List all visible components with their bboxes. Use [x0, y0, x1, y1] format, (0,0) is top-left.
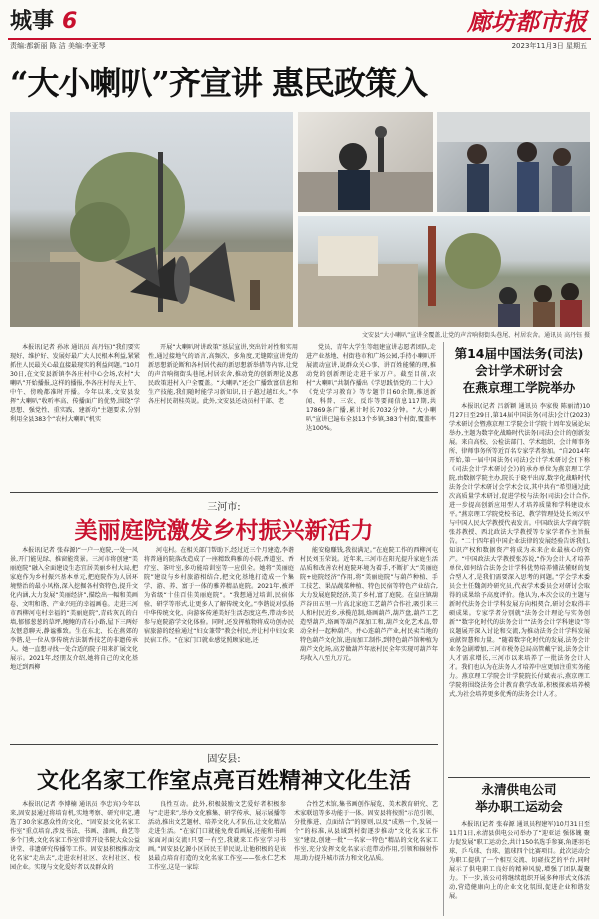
broadcast-photo-art	[298, 112, 433, 212]
date-line: 2023年11月3日 星期五	[511, 42, 587, 50]
editor-line: 责编:都新丽 陈 洁 美编:李亚琴	[10, 42, 106, 50]
main-photo-loudspeakers	[10, 112, 293, 327]
sidebar-divider-2	[448, 777, 590, 778]
sidebar2-title-line-2: 举办职工运动会	[475, 799, 563, 814]
story2-column-3	[300, 546, 438, 741]
team-photo-art	[437, 112, 590, 212]
main-story-text-1: 本报讯(记者 孙冰 通讯员 高丹钰)“我们要实现好、维护好、发展好最广大人民根本利益,紧紧抓住人民最关心最直接最现实的利益问题。”10月30日,在文安县新镇李各庄村中心会场,农村“大喇叭”开始播报,这样的播报,李各庄村每天上午、中午、傍晚都准时开播。今年以来,文安县发挥“大喇叭”收听率高、传播面广的优势,围绕“学思想、强党性、重实践、建新功”主题要求,分别利用全县383个“农村大喇叭”机实	[10, 344, 140, 423]
sidebar2-title-line-1: 永清供电公司	[481, 782, 557, 797]
story2-column-1	[10, 546, 138, 741]
header-divider	[8, 38, 591, 40]
main-headline: “大小喇叭”齐宣讲 惠民政策入	[10, 64, 427, 102]
sidebar1-headline	[448, 345, 590, 396]
main-story-text-3: 党员、青年大学生等组建宣讲志愿者团队,走进产业基地、村街巷市和广场公园,手持小喇叭开展流动宣讲,说群众关心事、讲百姓能懂的理,推动党的创新理论走进千家万户。截至目前,农村“大喇叭”共制作播出《学思践悟党的二十大》《党史学习教育》等专题节目60余期,推送新闻、科普、三农、反诈等要闻信息117期,共17869条广播,累计时长7032分钟。“大小喇叭”宣讲已遍布全县13个乡镇,383个村街,覆盖率达100%。	[306, 344, 436, 432]
main-story-column-1	[10, 343, 140, 489]
sidebar2-body	[449, 820, 590, 916]
main-story-column-2	[148, 343, 298, 489]
story3-column-1	[10, 800, 140, 916]
page-number: 6	[62, 9, 78, 34]
story2-column-2	[144, 546, 294, 741]
story2-text-1: 本报讯(记者 张春源)“一户一庭院,一处一风景,开门能见绿、推窗能赏景。三河市将创建“美丽庭院”融入全面建设生态宜居美丽乡村大局,把家庭作为乡村振兴基本单元,把庭院作为人居环境整治的最小风格,深入挖掘各村资特色,提升文化内涵,大力发展“美丽经济”,描绘出一幅和美画卷、文明和谐、产业兴旺的幸福画卷。走进三河市西柳河屯村幸福的“美丽庭院”,青砖灰瓦的白墙,郁郁葱葱的草坪,鲍鲍的青石小路,屋下三两好友惬意聊天,静谧雅致。生在东北、长在燕郊的李谐,是一位从事传统古法制香技艺的非遗传承人。她一直想寻找一处合适的院子用来扩展文化展示。2021年,经朋友介绍,她将自己的文化基地迁到西柳	[10, 547, 138, 671]
sidebar1-text: 本报讯(记者 吕新颖 通讯员 李家俊 陈丽清)10月27日至29日,第14届中国法务(司法)会计(2023)学术研讨会暨燕京理工学院会计学院十周年发展论坛举办,主题为数字化战略时代法务(司法)会计的创新发展。来自高校、公检法部门、学术组织、会计师事务所、律师事务所等近百名专家学者参加。“自2014年开始,第一届中国法务(司法)会计学术研讨会(下称《司法会计学术研讨会》)的承办单位为燕京理工学院,由数据学院主办,院长于晓平出席,数字化战略时代法务会计学术研讨会学术会议,其中共有“希望通过此次高质量学术研讨,促进学校与法务(司法)会计合作,进一步提高创新应用型人才培养质量和学科建设水平。”燕京理工学院党校书记、教学管理处处长刘汉平与中国人民大学教授代表发言。中国政法大学商学院张苏教授、西北政法大学教授等专家学者作主旨报告。“二十四年前中国企业法律的发展经验告诉我们,知识产权和数据资产将成为未来企业最核心的资产。“中国政法大学教授张苏说,“作为会计人才培养单位,如何结合法务会计学科优势培养懂法懂财的复合型人才,是我们需要深入思考的问题。”学会学术委员会主任魏剑玲研究员,代表学术委员会对研讨会取得的成果给予高度评价。他认为,本次会议的主题与新时代法务会计学科发展方向相契合,研讨会取得丰硕成果。专家学者分别就“法务会计理论与实务创新”“数字化时代的法务会计”“法务会计学科建设”等议题展开深入讨论和交流,为推动法务会计学科发展贡献智慧和力量。“随着数字化时代的发展,法务会计业务急剧增加,三河市税务总局高管戴宁说,法务会计人才需求增长,三河市以来培养了一批法务会计人才。我们也认为在法务人才培养中应更加注重实务能力。燕京理工学院会计学院院长付斌表示,燕京理工学院将围绕法务会计教育教学改革,积极探索培养模式,为社会培养更多优秀的法务会计人才。	[449, 403, 590, 698]
sidebar1-body	[449, 402, 590, 772]
section-name: 城事	[10, 9, 55, 34]
main-photo-broadcast	[298, 112, 433, 212]
section-divider-2	[10, 744, 438, 745]
section-title	[10, 4, 77, 35]
story3-column-3	[294, 800, 438, 916]
sidebar2-headline	[448, 781, 590, 815]
sidebar1-title-line-3: 在燕京理工学院举办	[462, 380, 576, 395]
main-photo-caption: 文安县“大小喇叭”宣讲全覆盖,让党的声音响彻街头巷尾、村居农舍。通讯员 高丹钰 摄	[362, 332, 590, 339]
story2-kicker: 三河市:	[207, 502, 241, 513]
sidebar1-title-line-1: 第14届中国法务(司法)	[454, 346, 584, 361]
main-photo-village	[298, 216, 590, 327]
sidebar1-title-line-2: 会计学术研讨会	[475, 363, 563, 378]
story2-text-3: 能安稳赚钱,我很满足。”在庭院工作的西柳河屯村民刘玉荣说。近年来,三河市在阳光提升家庭生活品质和改善农村庭院环境为着手,不断扩大“美丽庭院+庭院经济”作用,将“美丽庭院”与葫芦种植、手工技艺、果品蔬菜种植、特色民宿等特色产业结合,大力发展庭院经济,美了乡村,富了庭院。在皇庄镇葫芦谷田五里一片高北家庭工艺葫芦合作社,吸引来三人和村民近乡,承揽范制,烙画葫芦,葫芦盘,葫芦工艺造型葫芦,烙画等葫芦深加工和,葫芦文化艺术品,带动全村一起种葫芦。并心连葫芦产业,村民卖当地的特色葫芦文化馆,进而加工制作,到特色葫芦馆种植为葫芦文化场,高芳做葫芦年底村民全年实现可葫芦年均收入八至九万元。	[300, 547, 438, 662]
story3-headline: 文化名家工作室点亮百姓精神文化生活	[36, 768, 411, 794]
story2-text-2: 河屯村。在相关部门帮助下,经过近三个月建造,李谐将普通的院落改造成了一座精致典雅的小院,香道室、香疗室、茶叶室,多功能培训室等一应俱全。她将“美丽庭院”建设与乡村旅游相结合,把文化基地打造成一个集学、游、养、富于一体的雅养精品庭院。2021年,被评为省级“十佳百佳美丽庭院”。“我想通过培训,民宿体验、研学等形式,让更多人了解传统文化。”李谐说对弘扬中华传统文化、向游客传递美好生活态度这些,带动乡民参与庭院游学文化体验。同时,还发挥植物将成功创办民宿旅游的经验通过“妇女兼带”教会村民,并让村中妇女来民宿工作。“在家门口就业感觉照顾家庭,还	[144, 547, 294, 644]
sidebar2-text: 本报讯(记者 张春源 通讯员程建军)10月31日至11月1日,永清县供电公司举办了“迎亚运 强体魄 聚力促发展”职工运动会,共计150名选手参赛,角逐羽毛球、乒乓球、台球、篮球四个比赛项目。此次运动会为职工提供了一个相互交流、切磋技艺的平台,同时展示了供电职工良好的精神风貌,增强了团队凝聚力。下一步,该公司将继续组织开展多种形式文体活动,营造健康向上的企业文化氛围,促进企业和谐发展。	[449, 821, 590, 900]
sidebar-divider	[443, 342, 444, 916]
loudspeaker-photo-art	[10, 112, 293, 327]
main-photo-team	[437, 112, 590, 212]
story3-text-2: 良性互动。此外,积极鼓励文艺爱好者积极参与“走进来”,举办文化雅集、研学传承、展示展播等活动,推出文艺题材、培养文化人才队伍,让文化精品走进生活。“在家门口就能免费看画展,还能和书画家面对面交流!只要一有空,我就来工作室学习书画。”固安县亿源小区居民王菲民说,让他积极的是该县最点培育打造的文化名家工作室——张永仁艺术工作室,这是一家综	[148, 801, 286, 871]
story2-headline: 美丽庭院激发乡村振兴新活力	[74, 518, 374, 544]
story3-column-2	[148, 800, 286, 916]
village-photo-art	[298, 216, 590, 327]
story3-text-1: 本报讯(记者 李博楠 通讯员 李忠宾)今年以来,固安县通过将培育机,实地考察、研究审定,遴选了30余家惠众性的文化、“固安县文化名家工作室”重点培育,涉及书法、书画、漆画、曲艺等多个门类,文化名家工作室常常开设书院大众公益讲堂、非遗研究传播等工作。固安县积极推动文化名家“走出去”,走进农村社区、农村社区、校园企业。实现与文化爱好者以及群众的	[10, 801, 140, 871]
main-story-text-2: 开展“大喇叭时讲政策”基层宣讲,突出针对性和实用性,通过接地气的语言,高频次、多角度,无缝隙宣讲党的新思想新论断和各村居代表的新思想新举措等内容,让党的声音响彻街头巷尾,村居农舍,推动党的创新理论及惠民政策进村入户全覆盖。“大喇叭”还会广播致富信息和生产技能,我们随时能学习新知识,日子越过越红火。”李各庄村民胡桂英说。此外,文安县还动员村干部、老	[148, 344, 298, 405]
section-divider-1	[10, 492, 438, 493]
story3-text-3: 合性艺术馆,集书画创作展览、美术教育研究、艺术家联谊等多功能于一体。固安县将按照“示范引领、分批推进、点面结合”的原则,以及“成熟一个,发展一个”的标准,从县域到村街逐步推动“文化名家工作室”建设,创建一批“一名家一特色”精品的文化名家工作室,充分发挥文化名家示范带动作用,引领和辐射作用,助力提升城市活力和文化品质。	[294, 801, 438, 862]
paper-logo: 廊坊都市报	[467, 7, 587, 36]
main-story-column-3	[306, 343, 436, 489]
story3-kicker: 固安县:	[207, 754, 241, 765]
